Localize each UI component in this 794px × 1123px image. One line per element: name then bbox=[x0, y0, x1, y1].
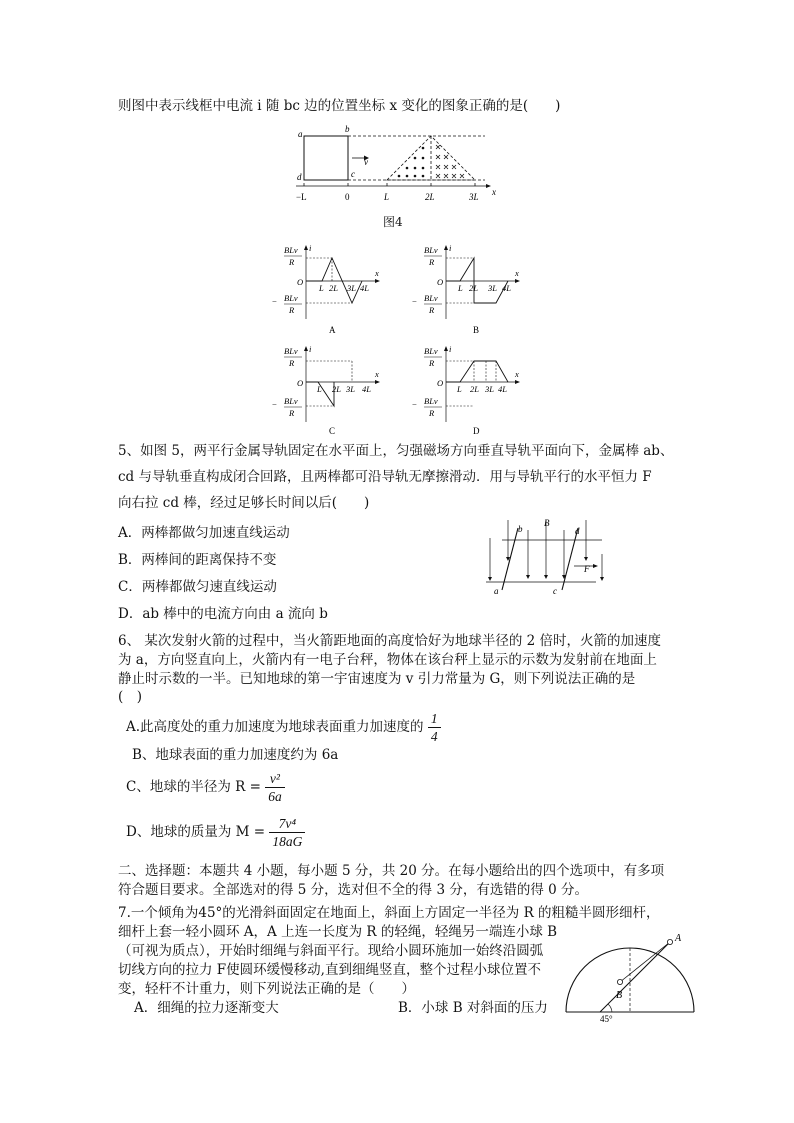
q7-line3: （可视为质点），开始时细绳与斜面平行。现给小圆环施加一始终沿圆弧 bbox=[118, 943, 544, 959]
svg-text:x: x bbox=[515, 369, 519, 379]
svg-text:x: x bbox=[375, 268, 379, 278]
q7-line1: 7.一个倾角为45°的光滑斜面固定在地面上，斜面上方固定一半径为 R 的粗糙半圆形细杆， bbox=[118, 905, 660, 921]
fig4-label-d: d bbox=[297, 172, 302, 182]
fig5-label-a: a bbox=[494, 586, 499, 596]
q6-option-b: B、地球表面的重力加速度约为 6a bbox=[132, 747, 339, 763]
figure-4 bbox=[290, 124, 500, 206]
svg-text:BLv: BLv bbox=[424, 346, 438, 356]
q5-option-d: D．ab 棒中的电流方向由 a 流向 b bbox=[118, 606, 328, 622]
svg-text:3L: 3L bbox=[346, 384, 355, 394]
svg-text:2L: 2L bbox=[329, 283, 338, 293]
fig5-label-b: b bbox=[518, 524, 523, 534]
svg-text:−: − bbox=[272, 296, 277, 306]
fig5-label-d: d bbox=[575, 526, 580, 536]
svg-text:R: R bbox=[429, 257, 435, 267]
q7-line2: 细杆上套一轻小圆环 A，A 上连一长度为 R 的轻绳，轻绳另一端连小球 B bbox=[118, 924, 558, 940]
svg-text:i: i bbox=[449, 243, 452, 253]
q5-stem-line3: 向右拉 cd 棒，经过足够长时间以后( ) bbox=[118, 495, 370, 511]
q6-option-c: C、地球的半径为 R = $\frac{\text{v²}}{6a}$ bbox=[126, 768, 285, 806]
q6-option-c-fraction: $\frac{\text{v²}}{6a}$ bbox=[265, 770, 285, 805]
svg-text:−: − bbox=[272, 399, 277, 409]
graph-b bbox=[412, 243, 524, 337]
section2-line1: 二、选择题：本题共 4 小题，每小题 5 分，共 20 分。在每小题给出的四个选项中，有多项 bbox=[118, 863, 665, 879]
fig5-label-field: B bbox=[544, 518, 550, 528]
fig4-tick-neg-l: −L bbox=[296, 192, 307, 202]
q6-stem-line1: 6、 某次发射火箭的过程中，当火箭距地面的高度恰好为地球半径的 2 倍时，火箭的加速度 bbox=[118, 633, 662, 649]
q7-line5: 变，轻杆不计重力，则下列说法正确的是（ ） bbox=[118, 981, 415, 997]
graph-a-label: A bbox=[329, 325, 336, 335]
fig4-caption: 图4 bbox=[383, 215, 403, 229]
q6-stem-line3: 静止时示数的一半。已知地球的第一宇宙速度为 v 引力常量为 G，则下列说法正确的是 bbox=[118, 671, 636, 687]
svg-text:BLv: BLv bbox=[284, 245, 298, 255]
svg-text:2L: 2L bbox=[469, 283, 478, 293]
svg-text:3L: 3L bbox=[347, 283, 356, 293]
graph-d bbox=[412, 344, 524, 438]
q5-option-a: A．两棒都做匀加速直线运动 bbox=[118, 525, 290, 541]
svg-text:L: L bbox=[458, 283, 463, 293]
svg-text:BLv: BLv bbox=[424, 396, 438, 406]
svg-text:R: R bbox=[429, 358, 435, 368]
fig4-tick-l: L bbox=[384, 192, 390, 202]
svg-text:3L: 3L bbox=[488, 283, 497, 293]
q6-stem-line2: 为 a，方向竖直向上，火箭内有一电子台秤，物体在该台秤上显示的示数为发射前在地面上 bbox=[118, 652, 657, 668]
fig5-label-force: F bbox=[584, 564, 590, 574]
q7-option-b: B．小球 B 对斜面的压力 bbox=[398, 1000, 548, 1016]
q7-line4: 切线方向的拉力 F使圆环缓慢移动,直到细绳竖直，整个过程小球位置不 bbox=[118, 962, 541, 978]
q7-option-a: A．细绳的拉力逐渐变大 bbox=[134, 1000, 279, 1016]
q5-stem-line2: cd 与导轨垂直构成闭合回路，且两棒都可沿导轨无摩擦滑动．用与导轨平行的水平恒力 F bbox=[118, 469, 652, 485]
svg-text:O: O bbox=[437, 277, 444, 287]
q5-option-c: C．两棒都做匀速直线运动 bbox=[118, 579, 277, 595]
svg-text:x: x bbox=[515, 268, 519, 278]
svg-text:BLv: BLv bbox=[284, 293, 298, 303]
fig4-label-v: v bbox=[364, 157, 368, 167]
svg-text:2L: 2L bbox=[332, 384, 341, 394]
svg-text:R: R bbox=[289, 358, 295, 368]
q6-option-a: A.此高度处的重力加速度为地球表面重力加速度的 $\frac{1}{4}$ bbox=[126, 708, 441, 746]
fig7-angle: 45° bbox=[600, 1014, 613, 1024]
graph-a bbox=[272, 243, 384, 337]
svg-text:BLv: BLv bbox=[284, 346, 298, 356]
svg-text:R: R bbox=[429, 408, 435, 418]
svg-text:BLv: BLv bbox=[284, 396, 298, 406]
q5-stem-line1: 5、如图 5，两平行金属导轨固定在水平面上，匀强磁场方向垂直导轨平面向下，金属棒 ab、 bbox=[118, 443, 674, 459]
svg-text:i: i bbox=[449, 344, 452, 354]
fig4-tick-3l: 3L bbox=[469, 192, 479, 202]
svg-text:R: R bbox=[289, 257, 295, 267]
svg-text:L: L bbox=[457, 384, 462, 394]
svg-text:4L: 4L bbox=[498, 384, 507, 394]
fig7-label-b: B bbox=[616, 990, 623, 1001]
question-intro: 则图中表示线框中电流 i 随 bc 边的位置坐标 x 变化的图象正确的是( ) bbox=[118, 98, 561, 114]
svg-text:i: i bbox=[309, 344, 312, 354]
figure-7 bbox=[560, 918, 700, 1024]
fig4-label-c: c bbox=[351, 169, 355, 179]
svg-text:L: L bbox=[319, 283, 324, 293]
q6-stem-line4: ( ) bbox=[118, 689, 143, 705]
svg-text:L: L bbox=[317, 384, 322, 394]
fig4-label-b: b bbox=[345, 124, 350, 134]
svg-text:O: O bbox=[297, 277, 304, 287]
fig5-label-c: c bbox=[553, 586, 557, 596]
svg-text:4L: 4L bbox=[362, 384, 371, 394]
fig4-tick-2l: 2L bbox=[425, 192, 435, 202]
svg-text:BLv: BLv bbox=[424, 293, 438, 303]
svg-text:4L: 4L bbox=[360, 283, 369, 293]
svg-text:BLv: BLv bbox=[424, 245, 438, 255]
graph-d-label: D bbox=[473, 426, 480, 436]
svg-text:R: R bbox=[289, 408, 295, 418]
fig4-tick-0: 0 bbox=[345, 192, 350, 202]
svg-text:x: x bbox=[375, 369, 379, 379]
svg-text:O: O bbox=[437, 378, 444, 388]
q5-option-b: B．两棒间的距离保持不变 bbox=[118, 552, 277, 568]
fig4-label-a: a bbox=[298, 129, 303, 139]
svg-text:−: − bbox=[412, 399, 417, 409]
svg-text:R: R bbox=[429, 305, 435, 315]
svg-text:2L: 2L bbox=[470, 384, 479, 394]
section2-line2: 符合题目要求。全部选对的得 5 分，选对但不全的得 3 分，有选错的得 0 分。 bbox=[118, 882, 589, 898]
q6-option-a-fraction: $\frac{1}{4}$ bbox=[428, 710, 441, 745]
q6-option-d: D、地球的质量为 M = $\frac{\text{7v⁴}}{18aG}$ bbox=[126, 812, 305, 852]
fig4-axis-x: x bbox=[492, 187, 496, 197]
svg-text:R: R bbox=[289, 305, 295, 315]
svg-text:3L: 3L bbox=[485, 384, 494, 394]
svg-text:i: i bbox=[309, 243, 312, 253]
q6-option-d-fraction: $\frac{\text{7v⁴}}{18aG}$ bbox=[269, 815, 305, 850]
fig7-label-a: A bbox=[675, 933, 682, 944]
graph-c bbox=[272, 344, 384, 438]
svg-text:4L: 4L bbox=[502, 283, 511, 293]
graph-b-label: B bbox=[473, 325, 480, 335]
svg-text:−: − bbox=[412, 296, 417, 306]
graph-c-label: C bbox=[329, 426, 336, 436]
figure-5 bbox=[480, 514, 610, 600]
svg-text:O: O bbox=[297, 378, 304, 388]
